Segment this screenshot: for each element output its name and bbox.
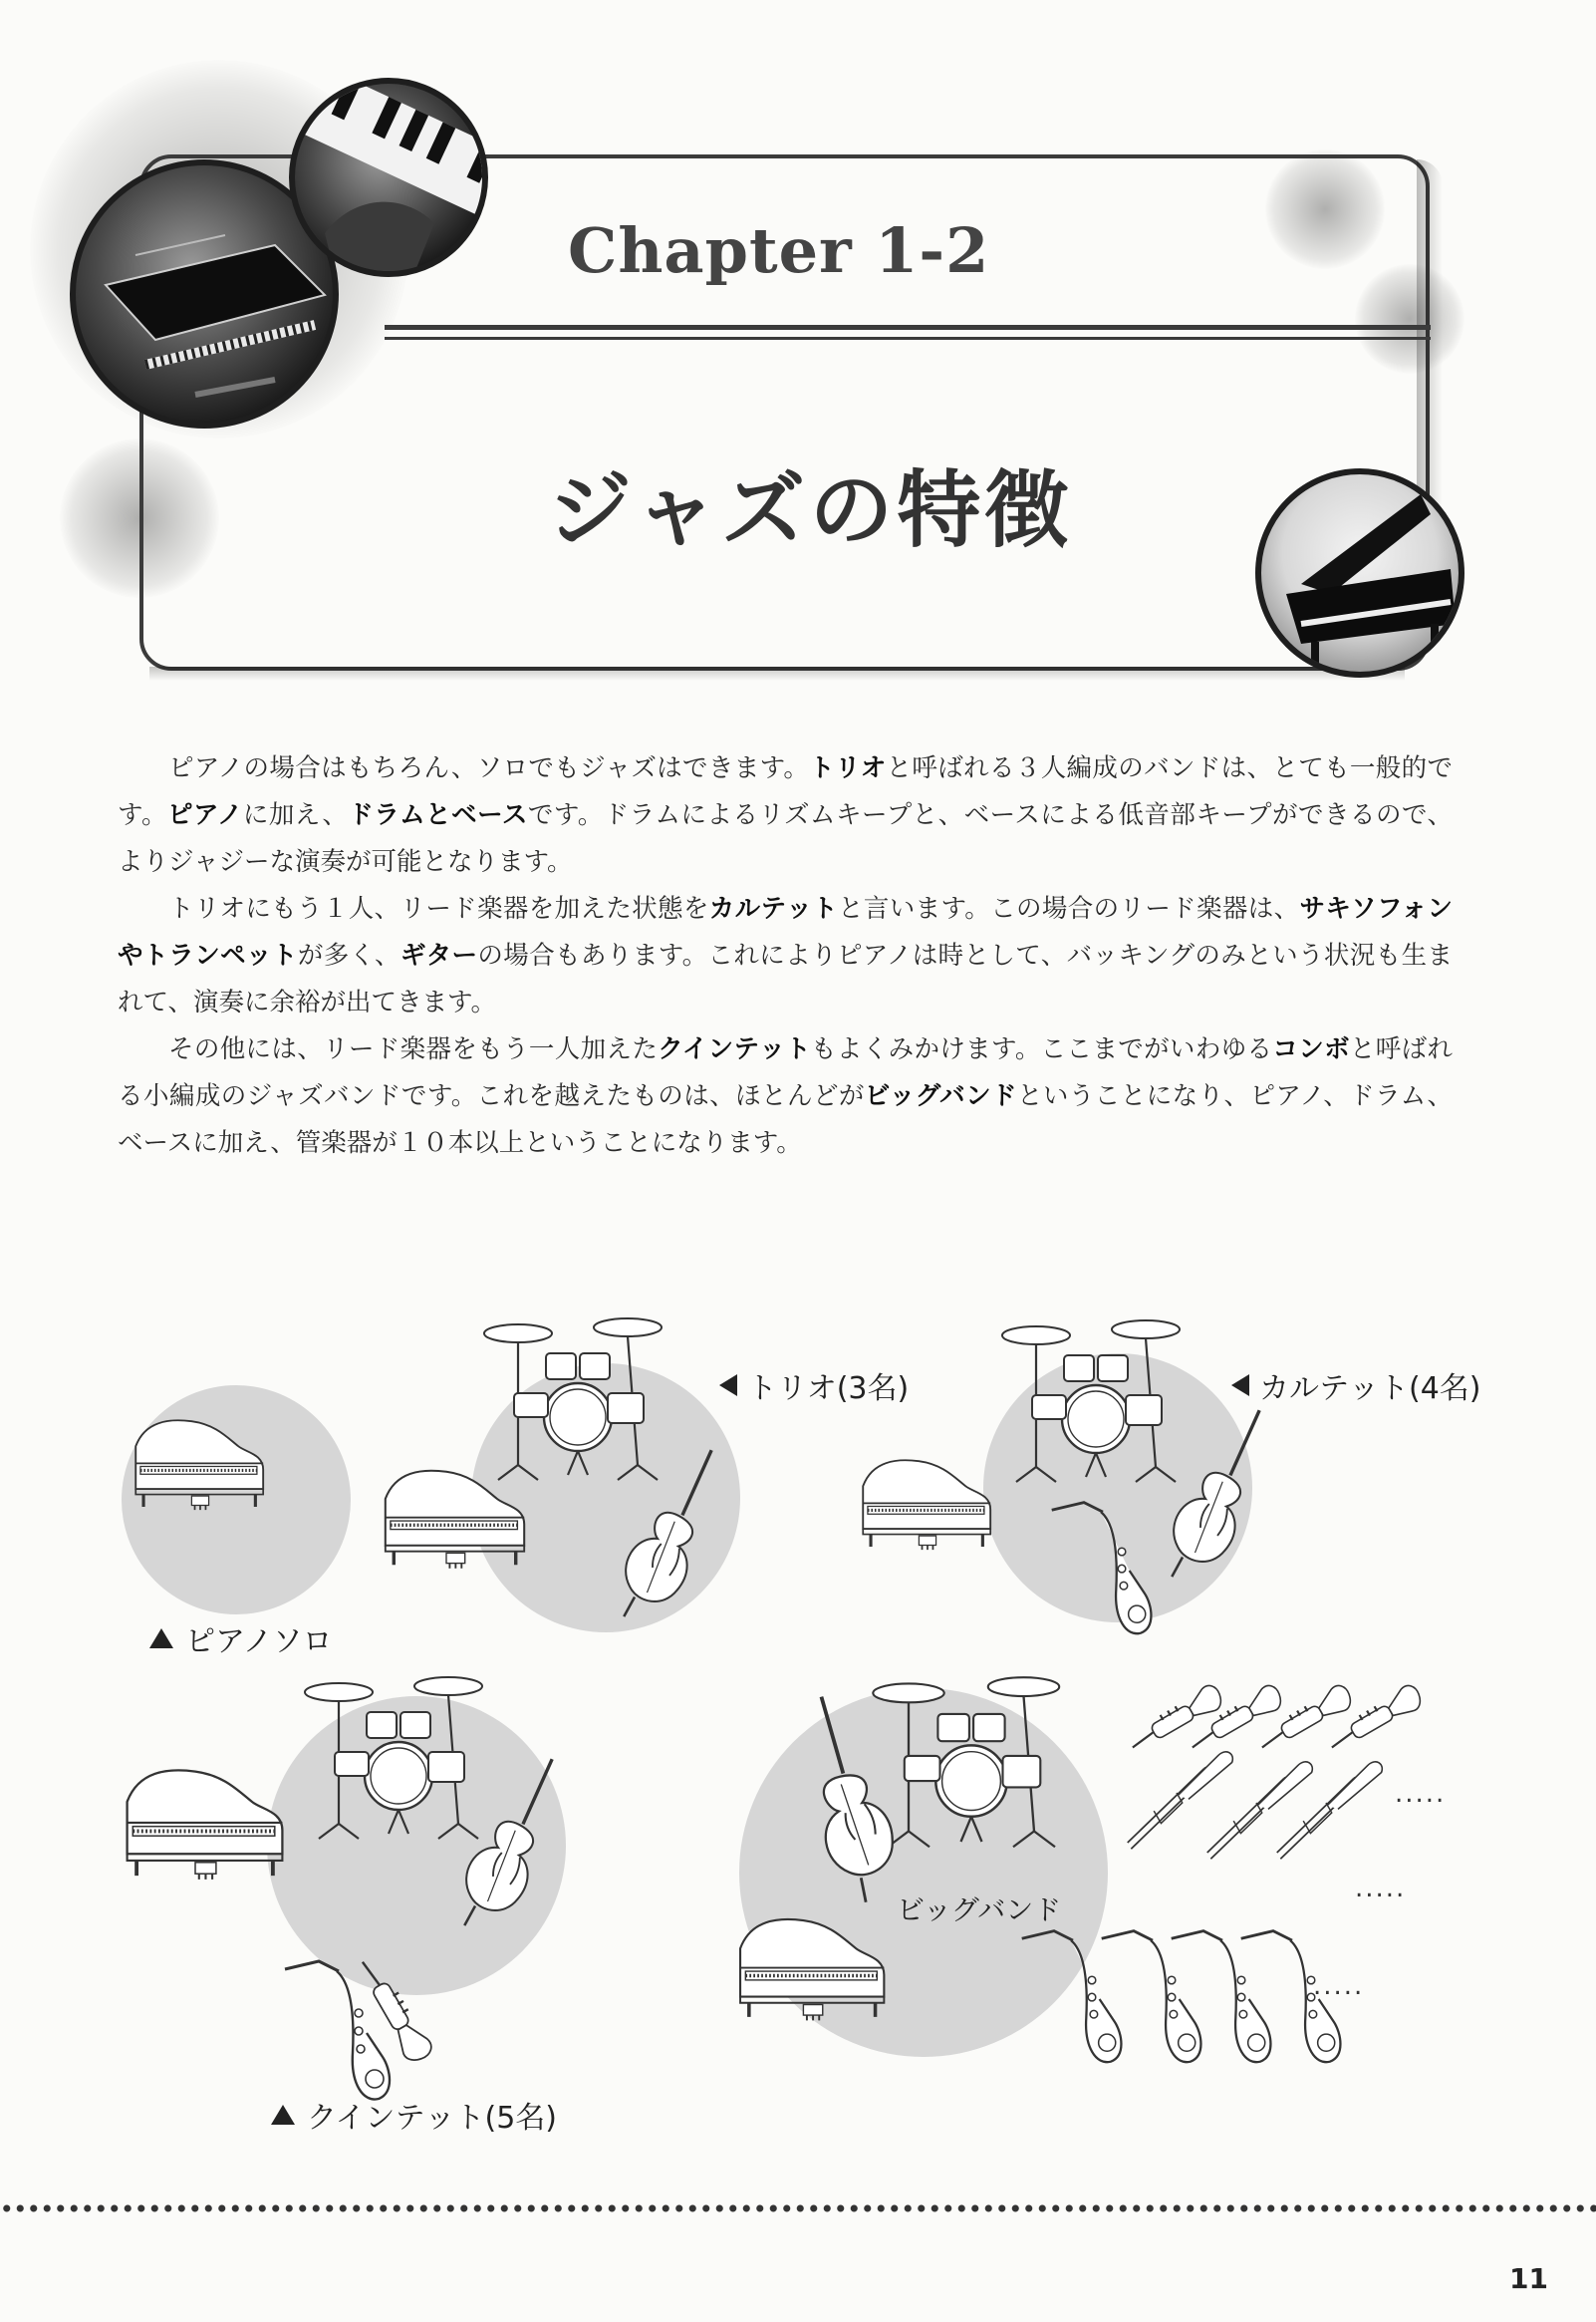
ellipsis: ..... bbox=[1355, 1874, 1407, 1903]
piano-icon bbox=[733, 1913, 891, 2031]
keyword: クインテット bbox=[658, 1034, 812, 1064]
piano-icon bbox=[130, 1415, 269, 1520]
title-divider bbox=[385, 325, 1431, 330]
keyword: ドラムとベース bbox=[348, 800, 528, 830]
paragraph: その他には、リード楽器をもう一人加えたクインテットもよくみかけます。ここまでがいわゆるコンボと呼ばれる小編成のジャズバンドです。これを越えたものは、ほとんどがビッグバンドということになり、ピアノ、ドラム、ベースに加え、管楽器が１０本以上ということになります。 bbox=[118, 1034, 1454, 1158]
label-trio: トリオ(3名) bbox=[719, 1363, 909, 1407]
body-text bbox=[118, 745, 1453, 1167]
keyword: トリオ bbox=[809, 753, 887, 783]
keyword: サキソフォンやトランペット bbox=[118, 894, 1453, 971]
triangle-up-icon bbox=[271, 2105, 295, 2125]
chapter-title: Chapter 1-2 bbox=[568, 214, 990, 287]
keyword: ピアノ bbox=[166, 800, 243, 830]
label-piano-solo: ピアノソロ bbox=[149, 1616, 333, 1660]
keyword: カルテット bbox=[708, 894, 839, 924]
grand-piano-photo bbox=[1255, 468, 1464, 678]
piano-icon bbox=[857, 1455, 996, 1560]
triangle-up-icon bbox=[149, 1628, 173, 1648]
keyword: ギター bbox=[399, 941, 478, 971]
ellipsis: ..... bbox=[1313, 1971, 1365, 2001]
title-divider bbox=[385, 337, 1431, 340]
label-quartet: カルテット(4名) bbox=[1231, 1363, 1481, 1407]
triangle-left-icon bbox=[719, 1374, 737, 1396]
triangle-left-icon bbox=[1231, 1374, 1249, 1396]
label-quintet: クインテット(5名) bbox=[271, 2093, 557, 2137]
piano-keys-photo bbox=[289, 78, 488, 277]
paragraph: トリオにもう１人、リード楽器を加えた状態をカルテットと言います。この場合のリード楽器は、サキソフォンやトランペットが多く、ギターの場合もあります。これによりピアノは時として、バッキングのみという状況も生まれて、演奏に余裕が出てきます。 bbox=[118, 894, 1453, 1017]
keyword: ビッグバンド bbox=[864, 1081, 1017, 1111]
keyword: コンボ bbox=[1272, 1034, 1350, 1064]
section-title: ジャズの特徴 bbox=[548, 461, 1073, 559]
drum-kit-icon bbox=[996, 1317, 1196, 1491]
page-number: 11 bbox=[1509, 2262, 1548, 2295]
frame-shadow bbox=[149, 667, 1405, 681]
footer-dotted-rule bbox=[0, 2202, 1596, 2214]
piano-icon bbox=[379, 1465, 531, 1579]
label-big-band: ビッグバンド bbox=[897, 1893, 1062, 1926]
piano-icon bbox=[120, 1764, 290, 1890]
ellipsis: ..... bbox=[1395, 1779, 1447, 1809]
paragraph: ピアノの場合はもちろん、ソロでもジャズはできます。トリオと呼ばれる３人編成のバンドは、とても一般的です。ピアノに加え、ドラムとベースです。ドラムによるリズムキープと、ベースによる低音部キープができるので、よりジャジーな演奏が可能となります。 bbox=[118, 753, 1453, 877]
